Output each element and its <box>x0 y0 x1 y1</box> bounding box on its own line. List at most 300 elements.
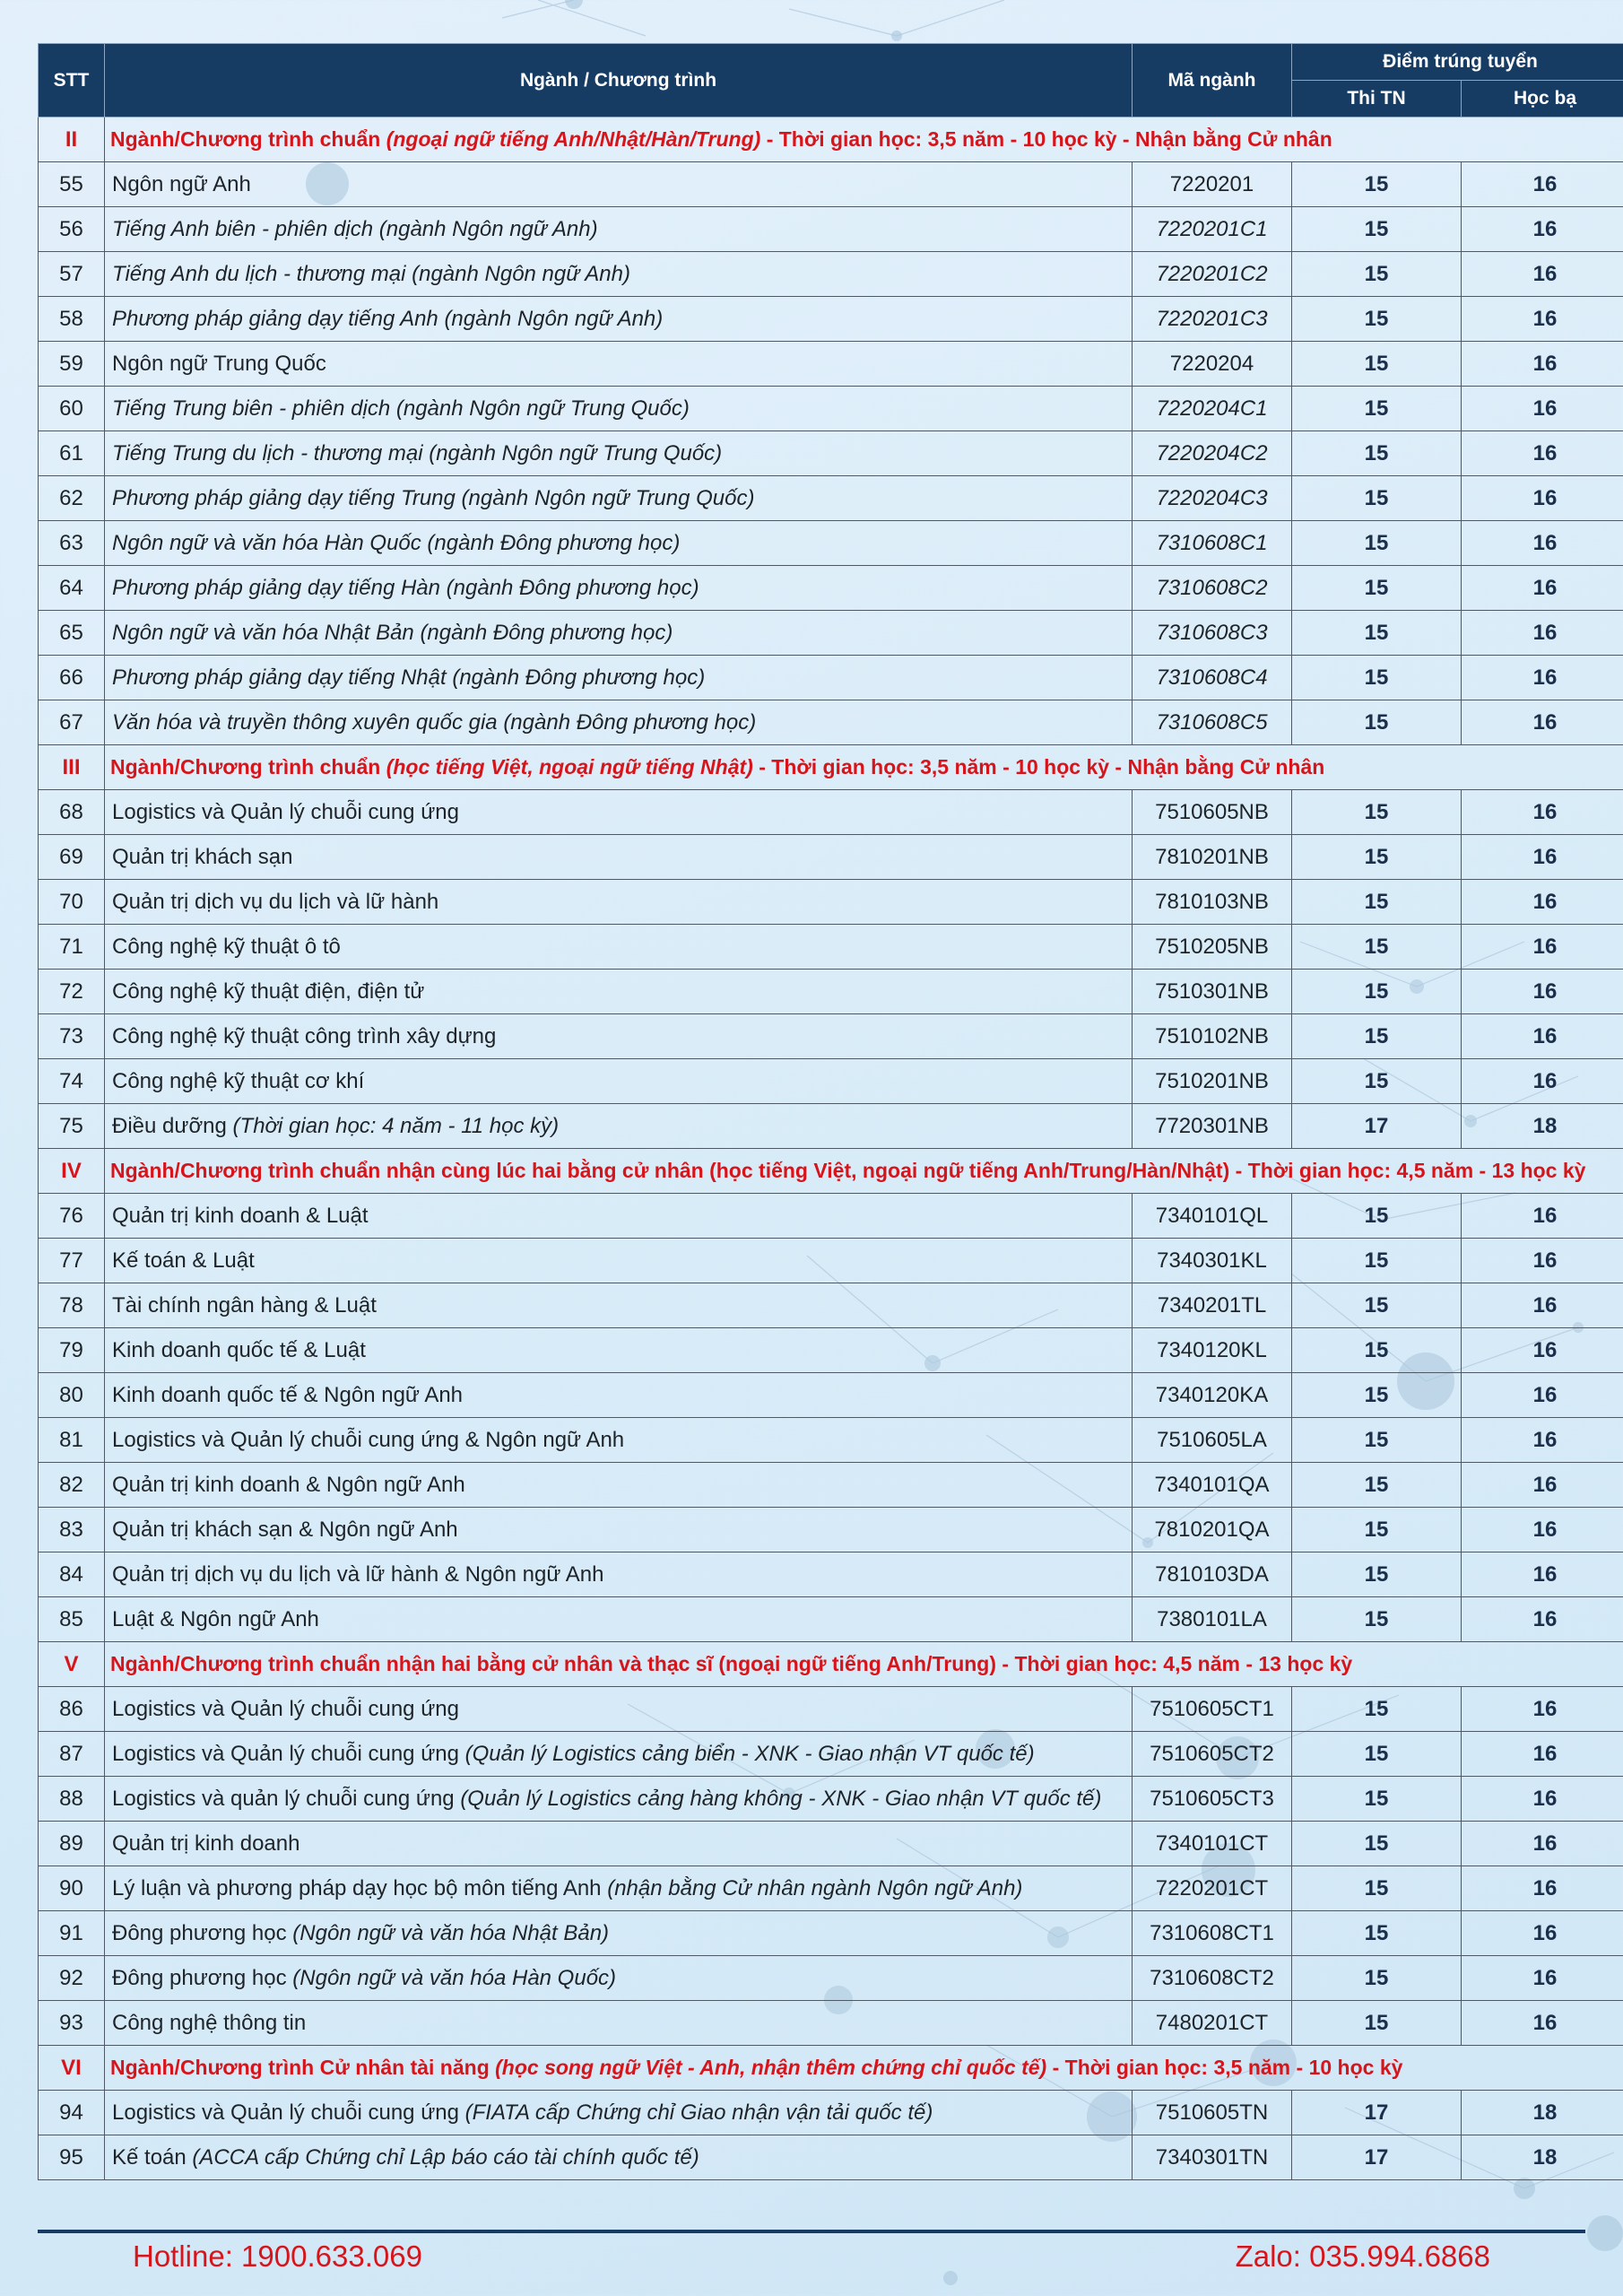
table-row <box>39 1777 1623 1822</box>
table-row <box>39 1014 1623 1059</box>
section-title <box>105 1149 1623 1194</box>
program-note: (Quản lý Logistics cảng biển - XNK - Giao nhận VT quốc tế) <box>464 1741 1035 1766</box>
row-program-name <box>105 1328 1133 1373</box>
table-row <box>39 342 1623 387</box>
row-score-exam: 15 <box>1292 1956 1462 2001</box>
program-name: Tiếng Anh du lịch - thương mại (ngành Ngôn ngữ Anh) <box>112 261 630 286</box>
row-stt: 95 <box>39 2135 105 2180</box>
program-name: Quản trị kinh doanh & Luật <box>112 1203 369 1228</box>
row-score-transcript: 16 <box>1462 1552 1623 1597</box>
row-score-exam: 15 <box>1292 790 1462 835</box>
row-code: 7310608C3 <box>1133 611 1292 656</box>
table-row <box>39 880 1623 925</box>
table-row <box>39 1104 1623 1149</box>
program-name: Ngôn ngữ Anh <box>112 171 251 196</box>
header-code: Mã ngành <box>1133 44 1292 117</box>
row-code: 7220201 <box>1133 162 1292 207</box>
row-score-transcript: 16 <box>1462 1194 1623 1239</box>
table-row <box>39 1956 1623 2001</box>
row-score-exam: 15 <box>1292 1552 1462 1597</box>
section-title-suffix: - Thời gian học: 3,5 năm - 10 học kỳ <box>1046 2056 1403 2079</box>
section-header-row <box>39 2046 1623 2091</box>
row-program-name <box>105 700 1133 745</box>
section-title <box>105 2046 1623 2091</box>
row-score-exam: 15 <box>1292 925 1462 970</box>
row-code: 7510605LA <box>1133 1418 1292 1463</box>
row-code: 7380101LA <box>1133 1597 1292 1642</box>
row-score-transcript: 16 <box>1462 1597 1623 1642</box>
table-row <box>39 521 1623 566</box>
table-row <box>39 1866 1623 1911</box>
row-score-transcript: 16 <box>1462 1239 1623 1283</box>
program-name: Logistics và Quản lý chuỗi cung ứng & Ngôn ngữ Anh <box>112 1427 625 1452</box>
row-score-transcript: 16 <box>1462 1014 1623 1059</box>
row-stt: 57 <box>39 252 105 297</box>
row-stt: 63 <box>39 521 105 566</box>
row-score-exam: 17 <box>1292 2091 1462 2135</box>
row-code: 7510605TN <box>1133 2091 1292 2135</box>
row-code: 7510205NB <box>1133 925 1292 970</box>
zalo-text: Zalo: 035.994.6868 <box>1235 2239 1490 2273</box>
row-program-name <box>105 252 1133 297</box>
program-note: (FIATA cấp Chứng chỉ Giao nhận vận tải quốc tế) <box>464 2100 933 2125</box>
row-score-transcript: 16 <box>1462 835 1623 880</box>
table-row <box>39 1508 1623 1552</box>
row-code: 7310608C4 <box>1133 656 1292 700</box>
row-score-transcript: 16 <box>1462 297 1623 342</box>
row-score-exam: 15 <box>1292 1239 1462 1283</box>
program-name: Phương pháp giảng dạy tiếng Trung (ngành Ngôn ngữ Trung Quốc) <box>112 485 755 510</box>
row-stt: 56 <box>39 207 105 252</box>
row-code: 7810103DA <box>1133 1552 1292 1597</box>
program-name: Logistics và Quản lý chuỗi cung ứng <box>112 1741 465 1766</box>
program-name: Điều dưỡng <box>112 1113 233 1138</box>
row-program-name <box>105 521 1133 566</box>
row-program-name <box>105 1597 1133 1642</box>
row-score-transcript: 18 <box>1462 2135 1623 2180</box>
row-score-transcript: 16 <box>1462 790 1623 835</box>
table-row <box>39 925 1623 970</box>
row-score-transcript: 16 <box>1462 1328 1623 1373</box>
table-row <box>39 2135 1623 2180</box>
row-score-exam: 15 <box>1292 656 1462 700</box>
row-score-transcript: 16 <box>1462 970 1623 1014</box>
row-code: 7340101QL <box>1133 1194 1292 1239</box>
row-stt: 77 <box>39 1239 105 1283</box>
row-stt: 69 <box>39 835 105 880</box>
table-row <box>39 1911 1623 1956</box>
admission-score-table <box>38 43 1623 2180</box>
program-name: Logistics và quản lý chuỗi cung ứng <box>112 1786 461 1811</box>
row-score-transcript: 16 <box>1462 1283 1623 1328</box>
row-stt: 62 <box>39 476 105 521</box>
row-score-exam: 15 <box>1292 1822 1462 1866</box>
hotline-text: Hotline: 1900.633.069 <box>133 2239 422 2273</box>
row-stt: 83 <box>39 1508 105 1552</box>
program-name: Công nghệ kỹ thuật điện, điện tử <box>112 978 425 1004</box>
row-program-name <box>105 342 1133 387</box>
table-row <box>39 252 1623 297</box>
table-row <box>39 1597 1623 1642</box>
row-score-transcript: 16 <box>1462 1911 1623 1956</box>
row-stt: 60 <box>39 387 105 431</box>
section-title-main: Ngành/Chương trình chuẩn <box>110 127 386 151</box>
row-stt: 65 <box>39 611 105 656</box>
header-stt: STT <box>39 44 105 117</box>
section-header-row <box>39 1149 1623 1194</box>
program-name: Kinh doanh quốc tế & Ngôn ngữ Anh <box>112 1382 464 1407</box>
row-score-exam: 15 <box>1292 252 1462 297</box>
program-name: Luật & Ngôn ngữ Anh <box>112 1606 319 1631</box>
row-stt: 76 <box>39 1194 105 1239</box>
program-note: (nhận bằng Cử nhân ngành Ngôn ngữ Anh) <box>607 1875 1023 1900</box>
row-code: 7220201CT <box>1133 1866 1292 1911</box>
row-score-exam: 15 <box>1292 1777 1462 1822</box>
row-code: 7810201QA <box>1133 1508 1292 1552</box>
row-program-name <box>105 1732 1133 1777</box>
section-title <box>105 117 1623 162</box>
row-program-name <box>105 1552 1133 1597</box>
row-score-exam: 15 <box>1292 476 1462 521</box>
program-name: Quản trị khách sạn & Ngôn ngữ Anh <box>112 1517 458 1542</box>
row-code: 7510605CT1 <box>1133 1687 1292 1732</box>
row-stt: 84 <box>39 1552 105 1597</box>
header-score-group: Điểm trúng tuyển <box>1292 44 1623 81</box>
row-score-transcript: 16 <box>1462 611 1623 656</box>
row-code: 7220204C1 <box>1133 387 1292 431</box>
row-program-name <box>105 207 1133 252</box>
row-stt: 89 <box>39 1822 105 1866</box>
row-stt: 66 <box>39 656 105 700</box>
section-title-main: Ngành/Chương trình Cử nhân tài năng <box>110 2056 496 2079</box>
table-row <box>39 970 1623 1014</box>
row-code: 7810201NB <box>1133 835 1292 880</box>
section-title-suffix: - Thời gian học: 3,5 năm - 10 học kỳ - Nhận bằng Cử nhân <box>752 755 1325 778</box>
table-row <box>39 700 1623 745</box>
row-program-name <box>105 387 1133 431</box>
row-program-name <box>105 2001 1133 2046</box>
program-name: Đông phương học <box>112 1920 293 1945</box>
row-program-name <box>105 1687 1133 1732</box>
header-score-exam: Thi TN <box>1292 81 1462 117</box>
row-stt: 73 <box>39 1014 105 1059</box>
row-code: 7510605CT2 <box>1133 1732 1292 1777</box>
row-code: 7220201C2 <box>1133 252 1292 297</box>
program-name: Kinh doanh quốc tế & Luật <box>112 1337 366 1362</box>
section-number: II <box>39 117 105 162</box>
row-program-name <box>105 1059 1133 1104</box>
row-stt: 85 <box>39 1597 105 1642</box>
program-name: Kế toán <box>112 2144 193 2170</box>
row-code: 7310608CT2 <box>1133 1956 1292 2001</box>
section-number: III <box>39 745 105 790</box>
program-note: (Ngôn ngữ và văn hóa Nhật Bản) <box>292 1920 610 1945</box>
table-row <box>39 1463 1623 1508</box>
program-note: (Ngôn ngữ và văn hóa Hàn Quốc) <box>292 1965 617 1990</box>
row-score-exam: 15 <box>1292 1014 1462 1059</box>
table-row <box>39 566 1623 611</box>
row-stt: 75 <box>39 1104 105 1149</box>
row-program-name <box>105 566 1133 611</box>
row-code: 7310608CT1 <box>1133 1911 1292 1956</box>
program-name: Logistics và Quản lý chuỗi cung ứng <box>112 799 459 824</box>
row-program-name <box>105 1104 1133 1149</box>
row-code: 7720301NB <box>1133 1104 1292 1149</box>
row-score-exam: 15 <box>1292 1732 1462 1777</box>
row-stt: 91 <box>39 1911 105 1956</box>
row-code: 7510301NB <box>1133 970 1292 1014</box>
row-code: 7340120KL <box>1133 1328 1292 1373</box>
row-stt: 67 <box>39 700 105 745</box>
row-stt: 55 <box>39 162 105 207</box>
row-score-transcript: 16 <box>1462 2001 1623 2046</box>
row-score-transcript: 16 <box>1462 1418 1623 1463</box>
row-score-exam: 15 <box>1292 2001 1462 2046</box>
row-stt: 86 <box>39 1687 105 1732</box>
row-code: 7510102NB <box>1133 1014 1292 1059</box>
row-code: 7340101QA <box>1133 1463 1292 1508</box>
row-score-exam: 15 <box>1292 431 1462 476</box>
table-body <box>39 117 1623 2180</box>
row-score-transcript: 16 <box>1462 1822 1623 1866</box>
row-stt: 87 <box>39 1732 105 1777</box>
section-title-italic: (học song ngữ Việt - Anh, nhận thêm chứng chỉ quốc tế) <box>495 2056 1047 2079</box>
section-header-row <box>39 117 1623 162</box>
table-row <box>39 790 1623 835</box>
row-code: 7510605CT3 <box>1133 1777 1292 1822</box>
program-name: Quản trị kinh doanh & Ngôn ngữ Anh <box>112 1472 465 1497</box>
program-name: Ngôn ngữ Trung Quốc <box>112 351 326 376</box>
table-row <box>39 1239 1623 1283</box>
row-score-exam: 15 <box>1292 700 1462 745</box>
program-note: (ACCA cấp Chứng chỉ Lập báo cáo tài chính quốc tế) <box>192 2144 699 2170</box>
row-code: 7220201C1 <box>1133 207 1292 252</box>
row-score-exam: 15 <box>1292 1463 1462 1508</box>
row-score-transcript: 16 <box>1462 1373 1623 1418</box>
table-row <box>39 1283 1623 1328</box>
row-score-transcript: 16 <box>1462 387 1623 431</box>
row-score-transcript: 16 <box>1462 207 1623 252</box>
row-code: 7810103NB <box>1133 880 1292 925</box>
row-program-name <box>105 1866 1133 1911</box>
row-program-name <box>105 656 1133 700</box>
row-score-exam: 15 <box>1292 1283 1462 1328</box>
program-name: Tiếng Trung biên - phiên dịch (ngành Ngôn ngữ Trung Quốc) <box>112 396 690 421</box>
table-row <box>39 1552 1623 1597</box>
program-name: Kế toán & Luật <box>112 1248 255 1273</box>
table-row <box>39 207 1623 252</box>
program-name: Công nghệ kỹ thuật công trình xây dựng <box>112 1023 497 1048</box>
table-row <box>39 162 1623 207</box>
row-stt: 94 <box>39 2091 105 2135</box>
row-stt: 72 <box>39 970 105 1014</box>
row-score-transcript: 16 <box>1462 1508 1623 1552</box>
row-score-exam: 15 <box>1292 566 1462 611</box>
row-stt: 78 <box>39 1283 105 1328</box>
table-row <box>39 2001 1623 2046</box>
table-row <box>39 1687 1623 1732</box>
table-row <box>39 1373 1623 1418</box>
row-program-name <box>105 476 1133 521</box>
section-number: V <box>39 1642 105 1687</box>
row-score-transcript: 16 <box>1462 252 1623 297</box>
program-name: Công nghệ kỹ thuật ô tô <box>112 934 341 959</box>
row-score-exam: 17 <box>1292 1104 1462 1149</box>
row-score-transcript: 16 <box>1462 1866 1623 1911</box>
program-name: Quản trị dịch vụ du lịch và lữ hành <box>112 889 439 914</box>
program-name: Tài chính ngân hàng & Luật <box>112 1292 377 1318</box>
row-stt: 71 <box>39 925 105 970</box>
row-code: 7310608C2 <box>1133 566 1292 611</box>
program-name: Văn hóa và truyền thông xuyên quốc gia (ngành Đông phương học) <box>112 709 757 735</box>
row-score-exam: 15 <box>1292 207 1462 252</box>
program-name: Logistics và Quản lý chuỗi cung ứng <box>112 1696 459 1721</box>
section-title <box>105 745 1623 790</box>
row-code: 7220204C3 <box>1133 476 1292 521</box>
program-name: Phương pháp giảng dạy tiếng Hàn (ngành Đông phương học) <box>112 575 699 600</box>
program-name: Logistics và Quản lý chuỗi cung ứng <box>112 2100 465 2125</box>
row-score-exam: 15 <box>1292 521 1462 566</box>
row-code: 7310608C5 <box>1133 700 1292 745</box>
table-row <box>39 611 1623 656</box>
row-program-name <box>105 1418 1133 1463</box>
table-row <box>39 2091 1623 2135</box>
section-header-row <box>39 745 1623 790</box>
row-score-transcript: 16 <box>1462 342 1623 387</box>
row-score-transcript: 16 <box>1462 700 1623 745</box>
program-name: Quản trị kinh doanh <box>112 1831 300 1856</box>
program-name: Phương pháp giảng dạy tiếng Anh (ngành Ngôn ngữ Anh) <box>112 306 664 331</box>
header-program: Ngành / Chương trình <box>105 44 1133 117</box>
program-name: Quản trị khách sạn <box>112 844 293 869</box>
table-row <box>39 476 1623 521</box>
row-score-exam: 15 <box>1292 1328 1462 1373</box>
program-name: Lý luận và phương pháp dạy học bộ môn tiếng Anh <box>112 1875 608 1900</box>
section-title-italic: (ngoại ngữ tiếng Anh/Nhật/Hàn/Trung) <box>386 127 761 151</box>
row-program-name <box>105 1373 1133 1418</box>
row-score-transcript: 16 <box>1462 431 1623 476</box>
row-code: 7220201C3 <box>1133 297 1292 342</box>
row-score-exam: 15 <box>1292 880 1462 925</box>
program-name: Ngôn ngữ và văn hóa Hàn Quốc (ngành Đông phương học) <box>112 530 681 555</box>
row-score-exam: 15 <box>1292 1373 1462 1418</box>
row-program-name <box>105 297 1133 342</box>
program-name: Quản trị dịch vụ du lịch và lữ hành & Ngôn ngữ Anh <box>112 1561 604 1587</box>
table-row <box>39 297 1623 342</box>
row-code: 7220204C2 <box>1133 431 1292 476</box>
table-row <box>39 431 1623 476</box>
row-program-name <box>105 1911 1133 1956</box>
row-program-name <box>105 1508 1133 1552</box>
row-program-name <box>105 1194 1133 1239</box>
row-stt: 82 <box>39 1463 105 1508</box>
table-header <box>39 44 1623 117</box>
program-note: (Quản lý Logistics cảng hàng không - XNK - Giao nhận VT quốc tế) <box>460 1786 1102 1811</box>
table-row <box>39 1822 1623 1866</box>
row-program-name <box>105 2091 1133 2135</box>
row-program-name <box>105 1014 1133 1059</box>
row-code: 7510605NB <box>1133 790 1292 835</box>
row-score-transcript: 16 <box>1462 1463 1623 1508</box>
row-program-name <box>105 1283 1133 1328</box>
row-score-transcript: 16 <box>1462 1956 1623 2001</box>
row-stt: 61 <box>39 431 105 476</box>
row-score-transcript: 16 <box>1462 925 1623 970</box>
table-row <box>39 1418 1623 1463</box>
row-score-transcript: 18 <box>1462 2091 1623 2135</box>
row-program-name <box>105 611 1133 656</box>
row-score-transcript: 16 <box>1462 521 1623 566</box>
table-row <box>39 1328 1623 1373</box>
row-stt: 80 <box>39 1373 105 1418</box>
row-score-exam: 15 <box>1292 1866 1462 1911</box>
section-title-main: Ngành/Chương trình chuẩn <box>110 755 386 778</box>
table-row <box>39 656 1623 700</box>
section-header-row <box>39 1642 1623 1687</box>
row-score-exam: 15 <box>1292 1597 1462 1642</box>
row-program-name <box>105 790 1133 835</box>
row-score-exam: 15 <box>1292 970 1462 1014</box>
row-program-name <box>105 1239 1133 1283</box>
row-program-name <box>105 1463 1133 1508</box>
program-name: Tiếng Trung du lịch - thương mại (ngành Ngôn ngữ Trung Quốc) <box>112 440 723 465</box>
row-score-exam: 17 <box>1292 2135 1462 2180</box>
row-score-transcript: 18 <box>1462 1104 1623 1149</box>
row-program-name <box>105 970 1133 1014</box>
row-score-exam: 15 <box>1292 835 1462 880</box>
row-stt: 58 <box>39 297 105 342</box>
section-number: VI <box>39 2046 105 2091</box>
row-program-name <box>105 162 1133 207</box>
section-title-italic: (học tiếng Việt, ngoại ngữ tiếng Nhật) <box>386 755 753 778</box>
row-program-name <box>105 835 1133 880</box>
table-row <box>39 387 1623 431</box>
row-score-transcript: 16 <box>1462 1732 1623 1777</box>
section-number: IV <box>39 1149 105 1194</box>
row-stt: 59 <box>39 342 105 387</box>
row-score-exam: 15 <box>1292 1418 1462 1463</box>
row-program-name <box>105 2135 1133 2180</box>
row-score-transcript: 16 <box>1462 162 1623 207</box>
row-program-name <box>105 431 1133 476</box>
row-score-transcript: 16 <box>1462 476 1623 521</box>
row-stt: 74 <box>39 1059 105 1104</box>
row-stt: 93 <box>39 2001 105 2046</box>
row-score-exam: 15 <box>1292 162 1462 207</box>
row-code: 7340101CT <box>1133 1822 1292 1866</box>
row-score-exam: 15 <box>1292 1194 1462 1239</box>
program-note: (Thời gian học: 4 năm - 11 học kỳ) <box>232 1113 560 1138</box>
row-score-exam: 15 <box>1292 297 1462 342</box>
section-title-main: Ngành/Chương trình chuẩn nhận hai bằng cử nhân và thạc sĩ (ngoại ngữ tiếng Anh/Trung) - Thời gian học: 4,5 năm - 13 học kỳ <box>110 1652 1353 1675</box>
row-score-exam: 15 <box>1292 387 1462 431</box>
table-row <box>39 1059 1623 1104</box>
row-score-exam: 15 <box>1292 1911 1462 1956</box>
row-score-exam: 15 <box>1292 1687 1462 1732</box>
row-stt: 92 <box>39 1956 105 2001</box>
program-name: Công nghệ kỹ thuật cơ khí <box>112 1068 365 1093</box>
program-name: Ngôn ngữ và văn hóa Nhật Bản (ngành Đông phương học) <box>112 620 673 645</box>
program-name: Phương pháp giảng dạy tiếng Nhật (ngành Đông phương học) <box>112 665 706 690</box>
row-code: 7510201NB <box>1133 1059 1292 1104</box>
row-program-name <box>105 880 1133 925</box>
row-code: 7220204 <box>1133 342 1292 387</box>
row-score-transcript: 16 <box>1462 880 1623 925</box>
row-program-name <box>105 925 1133 970</box>
row-code: 7310608C1 <box>1133 521 1292 566</box>
section-title <box>105 1642 1623 1687</box>
table-row <box>39 835 1623 880</box>
